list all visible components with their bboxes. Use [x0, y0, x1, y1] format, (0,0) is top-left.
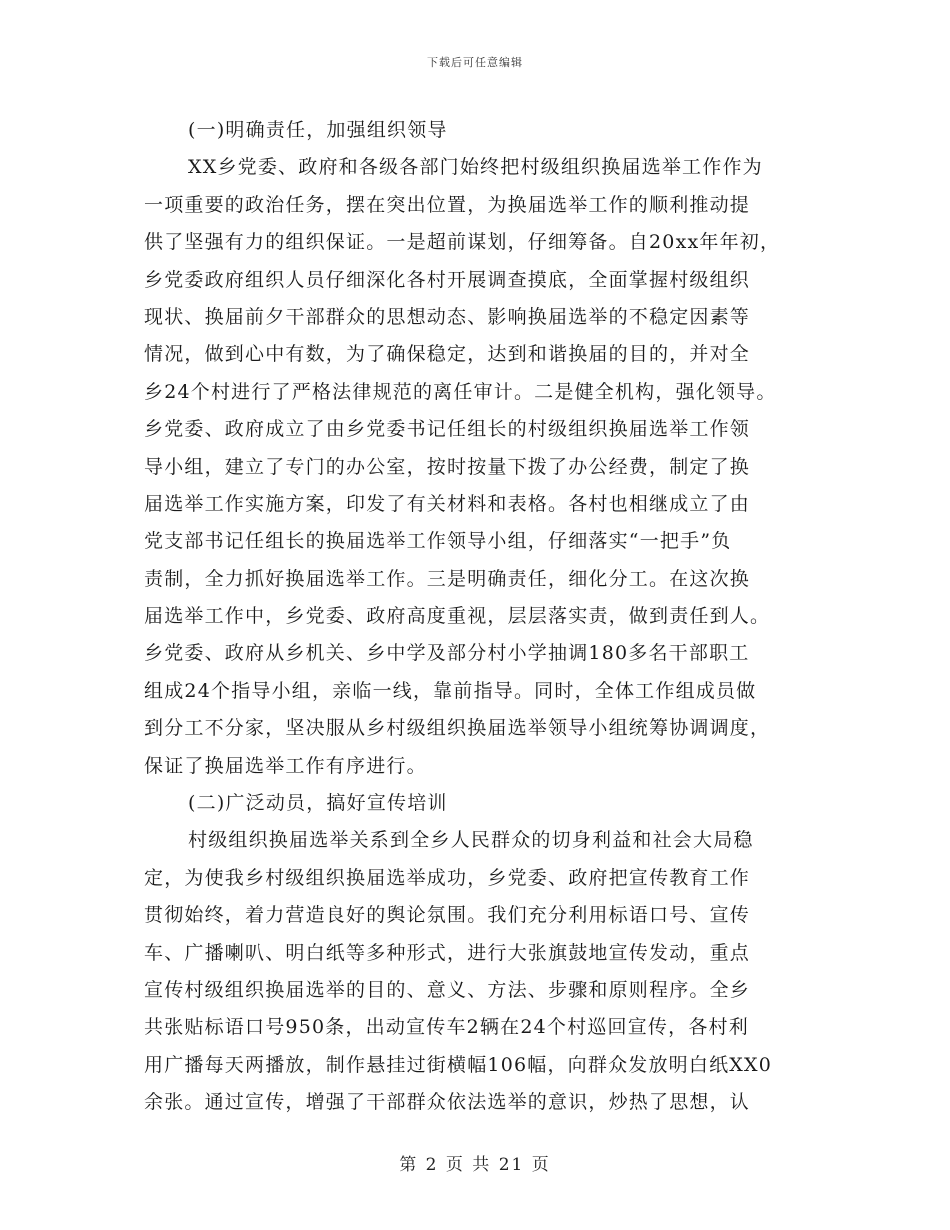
- body-line: 组成24个指导小组，亲临一线，靠前指导。同时，全体工作组成员做: [144, 679, 757, 702]
- body-line: 用广播每天两播放，制作悬挂过街横幅106幅，向群众发放明白纸XX0: [144, 1053, 773, 1076]
- body-line: 定，为使我乡村级组织换届选举成功，乡党委、政府把宣传教育工作: [144, 866, 751, 889]
- body-line: 乡党委、政府成立了由乡党委书记任组长的村级组织换届选举工作领: [144, 418, 751, 441]
- body-line: 共张贴标语口号950条，出动宣传车2辆在24个村巡回宣传，各村利: [144, 1016, 749, 1039]
- body-line: 余张。通过宣传，增强了干部群众依法选举的意识，炒热了思想，认: [144, 1091, 751, 1114]
- body-line: 乡24个村进行了严格法律规范的离任审计。二是健全机构，强化领导。: [144, 380, 777, 403]
- document-body: [144, 112, 816, 1122]
- body-line: XX乡党委、政府和各级各部门始终把村级组织换届选举工作作为: [188, 156, 763, 179]
- body-line: 乡党委政府组织人员仔细深化各村开展调查摸底，全面掌握村级组织: [144, 268, 751, 291]
- body-line: 党支部书记任组长的换届选举工作领导小组，仔细落实“一把手”负: [144, 530, 732, 553]
- body-line: 贯彻始终，着力营造良好的舆论氛围。我们充分利用标语口号、宣传: [144, 904, 751, 927]
- page-footer: 第 2 页 共 21 页: [399, 1155, 551, 1175]
- body-line: 到分工不分家，坚决服从乡村级组织换届选举领导小组统筹协调调度，: [144, 717, 771, 740]
- body-line: 情况，做到心中有数，为了确保稳定，达到和谐换届的目的，并对全: [144, 343, 751, 366]
- body-line: 供了坚强有力的组织保证。一是超前谋划，仔细筹备。自20xx年年初，: [144, 231, 781, 254]
- body-line: (二)广泛动员，搞好宣传培训: [188, 792, 448, 815]
- body-line: 责制，全力抓好换届选举工作。三是明确责任，细化分工。在这次换: [144, 567, 751, 590]
- body-line: 一项重要的政治任务，摆在突出位置，为换届选举工作的顺利推动提: [144, 193, 751, 216]
- body-line: 导小组，建立了专门的办公室，按时按量下拨了办公经费，制定了换: [144, 455, 751, 478]
- body-line: 届选举工作中，乡党委、政府高度重视，层层落实责，做到责任到人。: [144, 605, 771, 628]
- body-line: 宣传村级组织换届选举的目的、意义、方法、步骤和原则程序。全乡: [144, 978, 751, 1001]
- body-line: 车、广播喇叭、明白纸等多种形式，进行大张旗鼓地宣传发动，重点: [144, 941, 751, 964]
- body-line: 乡党委、政府从乡机关、乡中学及部分村小学抽调180多名干部职工: [144, 642, 750, 665]
- body-line: 届选举工作实施方案，印发了有关材料和表格。各村也相继成立了由: [144, 492, 751, 515]
- page-header: 下载后可任意编辑: [427, 56, 523, 69]
- body-line: (一)明确责任，加强组织领导: [188, 119, 448, 141]
- body-line: 保证了换届选举工作有序进行。: [144, 754, 427, 777]
- body-line: 村级组织换届选举关系到全乡人民群众的切身利益和社会大局稳: [188, 829, 754, 852]
- body-line: 现状、换届前夕干部群众的思想动态、影响换届选举的不稳定因素等: [144, 305, 751, 328]
